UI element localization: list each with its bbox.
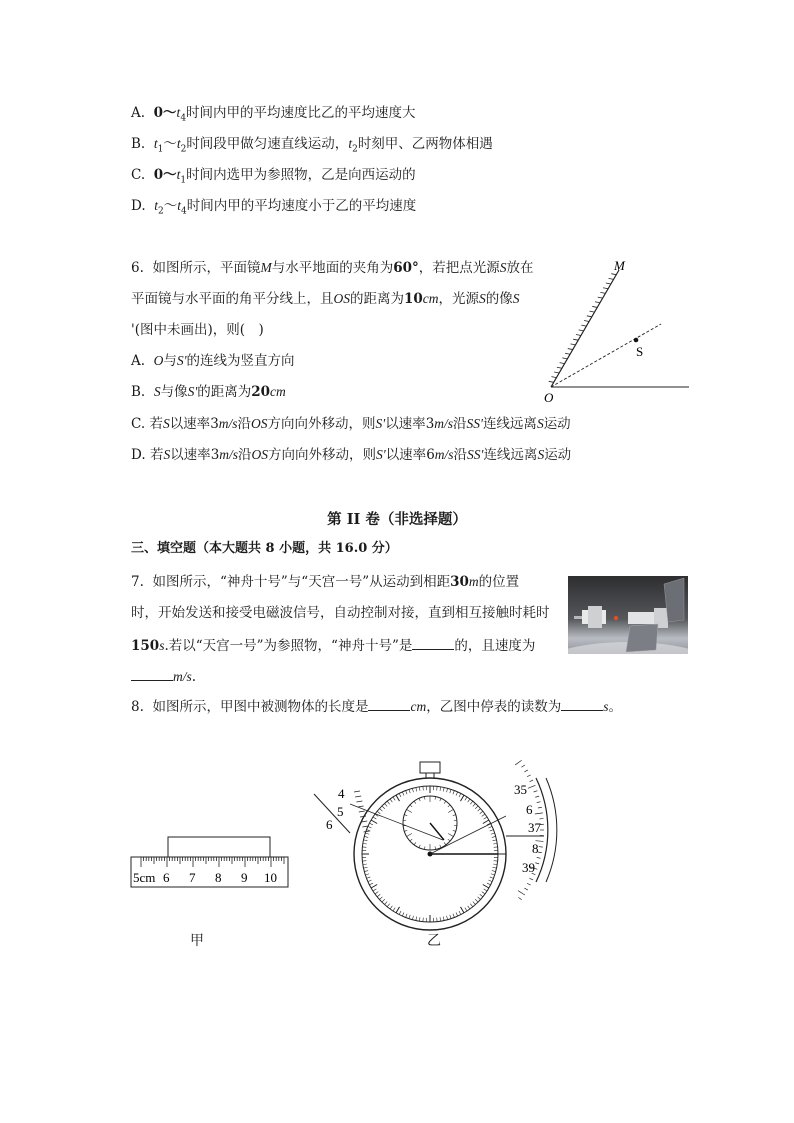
mirror-hatching (549, 274, 617, 383)
section-title: 第 II 卷（非选择题） (327, 511, 467, 528)
hatch-mark (549, 381, 554, 382)
left-scale-tick (359, 811, 365, 812)
q7-line1: 7. 如图所示，“神舟十号”与“天宫一号”从运动到相距30m的位置 (131, 574, 520, 590)
left-scale-tick (356, 801, 362, 802)
q6-option-d: D. 若S以速率3m/s沿OS方向向外移动，则S'以速率6m/s沿SS'连线远离S运动 (131, 447, 572, 463)
hatch-mark (611, 274, 616, 275)
hatch-mark (603, 288, 608, 289)
right-scale-tick (524, 770, 527, 772)
hatch-mark (554, 372, 559, 373)
answer-blank-time[interactable] (561, 696, 603, 711)
right-scale-tick (534, 791, 538, 792)
answer-blank-speed[interactable] (131, 666, 173, 681)
ruler-figure (125, 830, 295, 890)
q5-option-d: D. $t_2\sim t_4$时间内甲的平均速度小于乙的平均速度 (131, 198, 417, 217)
ruler-caption: 甲 (190, 933, 204, 949)
q6-mirror-figure (535, 250, 700, 405)
q7-line4: m/s. (131, 666, 196, 686)
hatch-mark (600, 292, 605, 293)
q5-option-a: A. $0\sim t_4$时间内甲的平均速度比乙的平均速度大 (131, 105, 416, 124)
left-scale-tick (355, 796, 361, 797)
label-o: O (544, 390, 554, 405)
right-scale-tick (518, 897, 521, 899)
right-scale-tick (515, 760, 522, 765)
hatch-mark (570, 344, 575, 345)
stopwatch-figure (300, 758, 565, 933)
right-scale-tick (528, 785, 535, 788)
right-scale-tick (535, 796, 539, 797)
hatch-mark (598, 297, 603, 298)
right-scale-tick (524, 888, 527, 890)
q6-option-b: B. S与像S'的距离为20cm (131, 384, 286, 400)
left-scale-4: 4 (338, 786, 345, 801)
hatch-mark (606, 283, 611, 284)
right-scale-35: 35 (514, 782, 527, 797)
left-magnifier-scale (312, 776, 362, 794)
q6-stem-line1: 6. 如图所示，平面镜M与水平地面的夹角为60°，若把点光源S放在 (131, 260, 534, 276)
hatch-mark (576, 335, 581, 336)
hatch-mark (562, 358, 567, 359)
right-scale-tick (539, 847, 543, 848)
ruler-label: 9 (241, 870, 248, 885)
hatch-mark (609, 278, 614, 279)
light-source-point (634, 338, 639, 343)
q8-stem: 8. 如图所示，甲图中被测物体的长度是 cm，乙图中停表的读数为 s。 (131, 696, 622, 716)
q5-option-b: B. $t_1\sim t_2$时间段甲做匀速直线运动，$t_2$时刻甲、乙两物体相遇 (131, 136, 493, 155)
ruler-label: 6 (163, 870, 170, 885)
hatch-mark (595, 302, 600, 303)
right-scale-37: 37 (528, 820, 541, 835)
right-scale-tick (527, 883, 531, 885)
stopwatch-caption: 乙 (427, 933, 441, 949)
left-scale-6: 6 (326, 817, 333, 832)
right-scale-tick (527, 775, 531, 777)
right-scale-8: 8 (532, 841, 539, 856)
section-subtitle: 三、填空题（本大题共 8 小题，共 16.0 分） (131, 541, 398, 556)
hatch-mark (587, 316, 592, 317)
q6-option-a: A. O与S'的连线为竖直方向 (131, 353, 295, 369)
bisector-line (551, 324, 661, 387)
spacecraft-docking-image (568, 576, 688, 654)
hatch-mark (584, 320, 589, 321)
hatch-mark (551, 377, 556, 378)
right-scale-tick (518, 891, 525, 895)
label-m: M (614, 258, 625, 273)
right-scale-tick (538, 807, 542, 808)
measured-object (168, 837, 270, 857)
hatch-mark (592, 306, 597, 307)
right-scale-tick (529, 780, 533, 782)
left-scale-tick (358, 806, 364, 807)
label-s: S (636, 344, 644, 359)
right-scale-tick (537, 857, 541, 858)
right-scale-39: 39 (522, 860, 535, 875)
q7-line3: 150s.若以“天宫一号”为参照物，“神舟十号”是 的，且速度为 (131, 635, 535, 655)
stopwatch-crown (420, 762, 440, 773)
hatch-mark (581, 325, 586, 326)
q6-stem-line3: '(图中未画出)，则( ) (131, 322, 264, 338)
right-scale-6: 6 (526, 802, 533, 817)
mirror-line (551, 270, 619, 387)
ruler-label: 7 (189, 870, 196, 885)
q6-stem-line2: 平面镜与水平面的角平分线上，且OS的距离为10cm，光源S的像S (131, 291, 520, 307)
hatch-mark (560, 363, 565, 364)
ruler-label: 5cm (133, 870, 156, 885)
hatch-mark (568, 349, 573, 350)
ruler-label: 8 (215, 870, 222, 885)
hatch-mark (590, 311, 595, 312)
right-scale-tick (529, 878, 533, 880)
left-scale-5: 5 (337, 804, 344, 819)
hatch-mark (573, 339, 578, 340)
right-scale-tick (522, 765, 525, 767)
right-scale-tick (535, 863, 539, 864)
answer-blank-reference[interactable] (412, 635, 454, 650)
hatch-mark (565, 353, 570, 354)
q5-option-c: C. $0\sim t_1$时间内选甲为参照物，乙是向西运动的 (131, 167, 416, 186)
hatch-mark (579, 330, 584, 331)
answer-blank-length[interactable] (368, 696, 410, 711)
ruler-label: 10 (264, 870, 277, 885)
right-scale-tick (535, 813, 543, 814)
q6-option-c: C. 若S以速率3m/s沿OS方向向外移动，则S'以速率3m/s沿SS'连线远离S运动 (131, 416, 571, 432)
right-scale-tick (537, 802, 541, 803)
q7-line2: 时，开始发送和接受电磁波信号，自动控制对接，直到相互接触时耗时 (131, 605, 550, 621)
hatch-mark (557, 367, 562, 368)
left-scale-tick (354, 791, 360, 792)
